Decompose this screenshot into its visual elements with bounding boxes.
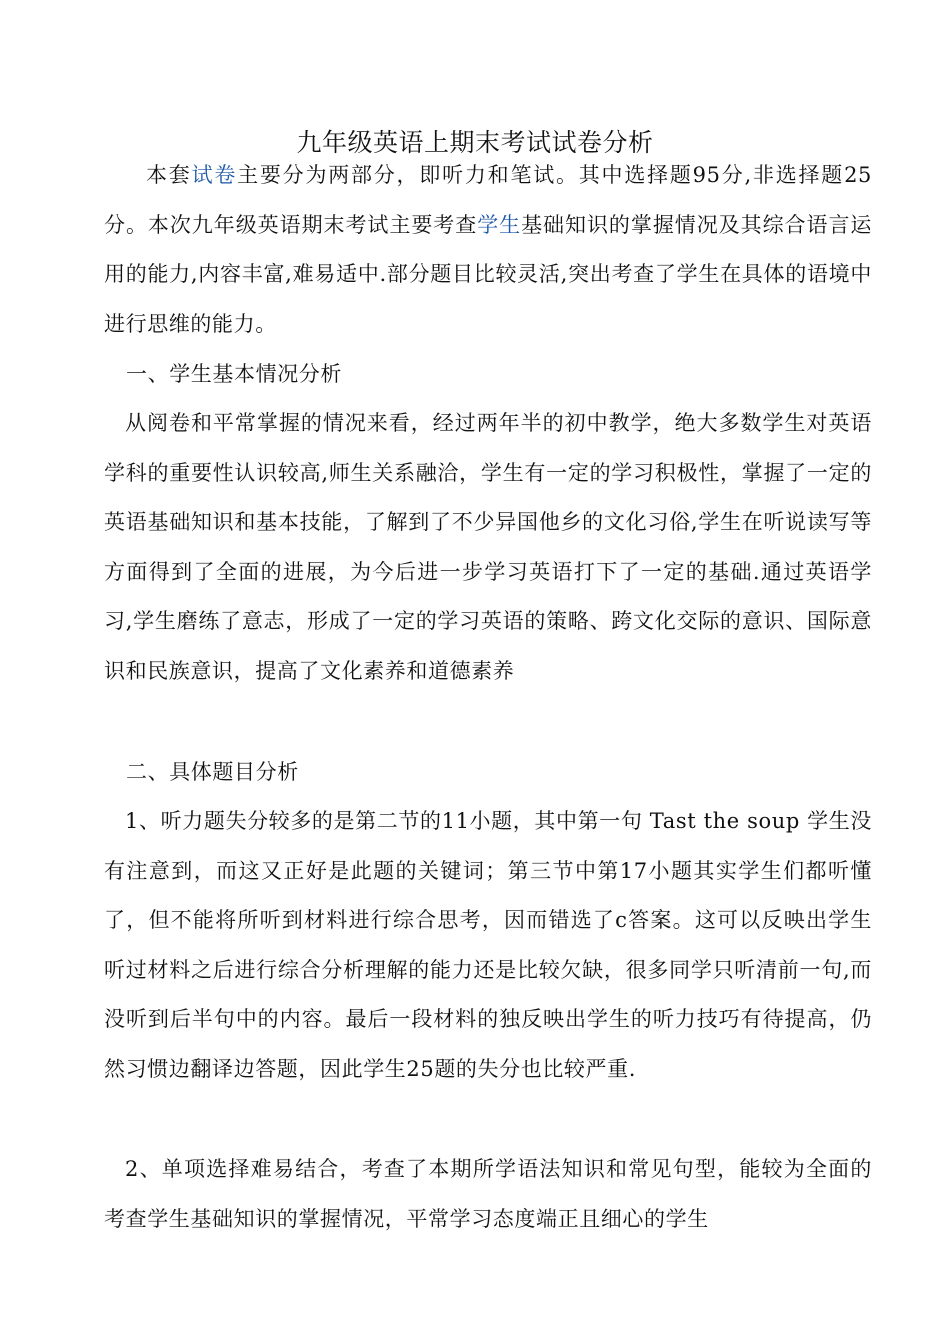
section1-heading: 一、学生基本情况分析 bbox=[126, 362, 342, 386]
section2-item1: 1、听力题失分较多的是第二节的11小题，其中第一句 Tast the soup 学生没有注意到，而这又正好是此题的关键词；第三节中第17小题其实学生们都听懂了，但不能将所听到材料进行综合思考，因而错选了c答案。这可以反映出学生听过材料之后进行综合分析理解的能力还是比较欠缺，很多同学只听清前一句,而没听到后半句中的内容。最后一段材料的独反映出学生的听力技巧有待提高，仍然习惯边翻译边答题，因此学生25题的失分也比较严重. bbox=[104, 809, 872, 1081]
intro-text-1: 本套 bbox=[146, 163, 192, 187]
section1-body: 从阅卷和平常掌握的情况来看，经过两年半的初中教学，绝大多数学生对英语学科的重要性认识较高,师生关系融洽，学生有一定的学习积极性，掌握了一定的英语基础知识和基本技能，了解到了不少异国他乡的文化习俗,学生在听说读写等方面得到了全面的进展，为今后进一步学习英语打下了一定的基础.通过英语学习,学生磨练了意志，形成了一定的学习英语的策略、跨文化交际的意识、国际意识和民族意识，提高了文化素养和道德素养 bbox=[104, 411, 872, 683]
section2-heading: 二、具体题目分析 bbox=[126, 760, 299, 784]
intro-text-2: 主要分为两部分，即听力和笔试。其中选择题95分,非选择题25分。本次九年级英语期末考试主要考查 bbox=[104, 163, 873, 237]
link-xuesheng[interactable]: 学生 bbox=[477, 212, 522, 237]
link-shijuan[interactable]: 试卷 bbox=[191, 163, 238, 187]
document-title: 九年级英语上期末考试试卷分析 bbox=[296, 127, 654, 157]
intro-paragraph bbox=[104, 151, 872, 349]
intro-text-3: 基础知识的掌握情况及其综合语言运用的能力,内容丰富,难易适中.部分题目比较灵活,突出考查了学生在具体的语境中进行思维的能力。 bbox=[104, 212, 872, 336]
section2-item2: 2、单项选择难易结合，考查了本期所学语法知识和常见句型，能较为全面的考查学生基础知识的掌握情况，平常学习态度端正且细心的学生 bbox=[104, 1157, 872, 1231]
